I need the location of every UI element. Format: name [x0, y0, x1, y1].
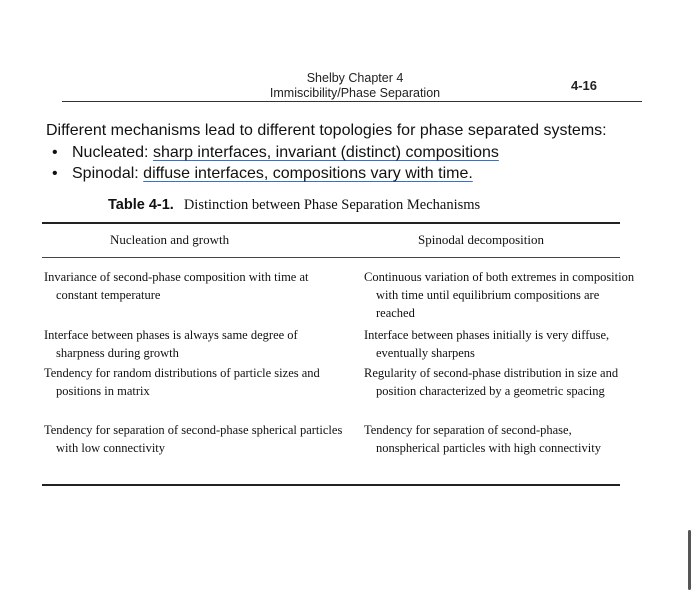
intro-text: Different mechanisms lead to different topologies for phase separated systems: — [46, 122, 607, 139]
table-cell-right-1: Continuous variation of both extremes in composition with time until equilibrium compositions are reached — [364, 270, 635, 320]
bullet-icon: • — [52, 144, 58, 161]
column-header-spinodal: Spinodal decomposition — [418, 232, 545, 247]
column-header-nucleation: Nucleation and growth — [110, 232, 230, 247]
bullet-label: Nucleated: — [72, 144, 153, 161]
table-bottom-rule — [42, 484, 620, 486]
list-item-spinodal — [46, 163, 499, 184]
table-caption-label: Table 4-1. — [108, 197, 174, 213]
page-number: 4-16 — [571, 78, 598, 93]
bullet-icon: • — [52, 165, 58, 182]
bullet-label: Spinodal: — [72, 165, 144, 182]
mechanism-list — [46, 142, 499, 184]
header-divider — [62, 101, 642, 102]
table-cell-right-2: Interface between phases initially is very diffuse, eventually sharpens — [364, 328, 610, 360]
table-cell-right-3: Regularity of second-phase distribution in size and position characterized by a geometric spacing — [364, 366, 619, 398]
page-header-title — [240, 71, 470, 101]
table-caption-text: Distinction between Phase Separation Mechanisms — [183, 197, 481, 213]
table-cell-left-1: Invariance of second-phase composition with time at constant temperature — [44, 270, 309, 302]
table-caption — [108, 197, 480, 214]
bullet-text: sharp interfaces, invariant (distinct) compositions — [152, 144, 499, 161]
table-cell-left-4: Tendency for separation of second-phase spherical particles with low connectivity — [44, 423, 343, 455]
bullet-text: diffuse interfaces, compositions vary with time. — [143, 165, 473, 182]
list-item-nucleated — [46, 142, 499, 163]
header-title-line2: Immiscibility/Phase Separation — [269, 86, 441, 100]
table-cell-left-3: Tendency for random distributions of particle sizes and positions in matrix — [44, 366, 320, 398]
table-top-rule — [42, 222, 620, 224]
header-title-line1: Shelby Chapter 4 — [306, 71, 404, 85]
table-header-rule — [42, 257, 620, 258]
vertical-scrollbar[interactable] — [688, 530, 691, 590]
table-cell-left-2: Interface between phases is always same degree of sharpness during growth — [44, 328, 298, 360]
table-cell-right-4: Tendency for separation of second-phase, nonspherical particles with high connectivity — [364, 423, 601, 455]
